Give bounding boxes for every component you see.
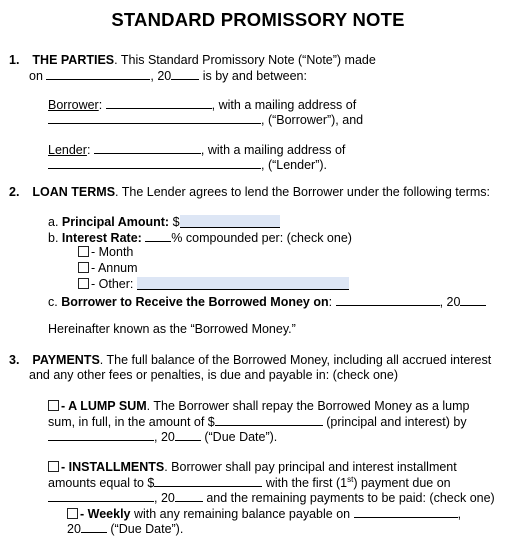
weekly-option-line-1: - Weekly with any remaining balance payable on , xyxy=(67,506,461,522)
first-payment-date-field[interactable] xyxy=(48,490,154,502)
interest-rate-field[interactable] xyxy=(145,230,171,242)
lender-line-2: , (“Lender”). xyxy=(48,157,327,173)
borrower-address-field[interactable] xyxy=(48,112,261,124)
borrower-label: Borrower xyxy=(48,98,99,112)
document-title: STANDARD PROMISSORY NOTE xyxy=(111,9,405,30)
receive-year-field[interactable] xyxy=(460,294,486,306)
section-3-number: 3. xyxy=(9,353,20,367)
installment-amount-field[interactable] xyxy=(154,475,262,487)
section-3-line-2: and any other fees or penalties, is due and payable in: (check one) xyxy=(29,368,398,382)
installments-heading: - INSTALLMENTS xyxy=(61,460,165,474)
lender-address-field[interactable] xyxy=(48,157,261,169)
lump-sum-due-date-field[interactable] xyxy=(48,429,154,441)
principal-row: a. Principal Amount: $ xyxy=(48,215,280,230)
first-payment-year-field[interactable] xyxy=(175,490,203,502)
section-3-line-1: 3. PAYMENTS. The full balance of the Borrowed Money, including all accrued interest xyxy=(9,353,492,367)
option-annum[interactable]: - Annum xyxy=(78,261,138,276)
installments-checkbox[interactable] xyxy=(48,461,59,472)
receive-date-row: c. Borrower to Receive the Borrowed Money on: , 20 xyxy=(48,294,486,310)
section-1-line-1 xyxy=(9,53,376,68)
lump-sum-line-1: - A LUMP SUM. The Borrower shall repay the Borrowed Money as a lump xyxy=(48,399,470,414)
interest-label: Interest Rate: xyxy=(61,231,142,245)
lump-sum-amount-field[interactable] xyxy=(215,414,323,426)
weekly-option-line-2: 20 (“Due Date”). xyxy=(67,522,184,536)
borrower-line-1: Borrower: , with a mailing address of xyxy=(48,98,357,112)
option-other: - Other: xyxy=(78,277,349,292)
section-1-intro: . This Standard Promissory Note (“Note”) made xyxy=(114,53,376,67)
weekly-label: - Weekly xyxy=(80,507,131,521)
lump-sum-line-3: , 20 (“Due Date”). xyxy=(48,429,277,445)
principal-amount-field[interactable] xyxy=(180,215,280,228)
section-2-number: 2. xyxy=(9,185,20,199)
borrower-line-2: , (“Borrower”), and xyxy=(48,112,363,128)
lump-sum-due-year-field[interactable] xyxy=(175,429,201,441)
receive-label: Borrower to Receive the Borrowed Money on xyxy=(61,295,329,309)
section-2-heading: LOAN TERMS xyxy=(32,185,116,199)
lender-name-field[interactable] xyxy=(94,142,201,154)
section-1-line-2: on , 20 is by and between: xyxy=(29,69,307,83)
note-date-field[interactable] xyxy=(46,68,150,80)
weekly-balance-year-field[interactable] xyxy=(81,521,107,533)
section-2-intro: . The Lender agrees to lend the Borrower under the following terms: xyxy=(115,185,491,199)
section-1-number: 1. xyxy=(9,53,20,67)
receive-date-field[interactable] xyxy=(336,294,440,306)
principal-label: Principal Amount: xyxy=(61,215,170,229)
annum-checkbox[interactable] xyxy=(78,262,89,273)
installments-line-1: - INSTALLMENTS. Borrower shall pay principal and interest installment xyxy=(48,460,457,475)
note-year-field[interactable] xyxy=(171,68,199,80)
installments-line-3: , 20 and the remaining payments to be paid: (check one) xyxy=(48,490,495,506)
lump-sum-heading: - A LUMP SUM xyxy=(61,399,147,413)
option-month[interactable]: - Month xyxy=(78,245,133,260)
installments-line-2: amounts equal to $ with the first (1st) payment due on xyxy=(48,474,451,490)
section-2-line-1 xyxy=(9,185,490,200)
section-3-heading: PAYMENTS xyxy=(32,353,100,367)
other-checkbox[interactable] xyxy=(78,278,89,289)
other-period-field[interactable] xyxy=(137,277,349,290)
hereinafter-text: Hereinafter known as the “Borrowed Money.” xyxy=(48,322,296,336)
borrower-name-field[interactable] xyxy=(106,97,212,109)
weekly-balance-date-field[interactable] xyxy=(354,506,458,518)
lump-sum-checkbox[interactable] xyxy=(48,400,59,411)
lender-label: Lender xyxy=(48,143,87,157)
month-checkbox[interactable] xyxy=(78,246,89,257)
lump-sum-line-2: sum, in full, in the amount of $ (principal and interest) by xyxy=(48,415,467,429)
interest-row: b. Interest Rate: % compounded per: (check one) xyxy=(48,231,352,245)
lender-line-1: Lender: , with a mailing address of xyxy=(48,143,346,157)
weekly-checkbox[interactable] xyxy=(67,508,78,519)
section-1-heading: THE PARTIES xyxy=(32,53,115,67)
